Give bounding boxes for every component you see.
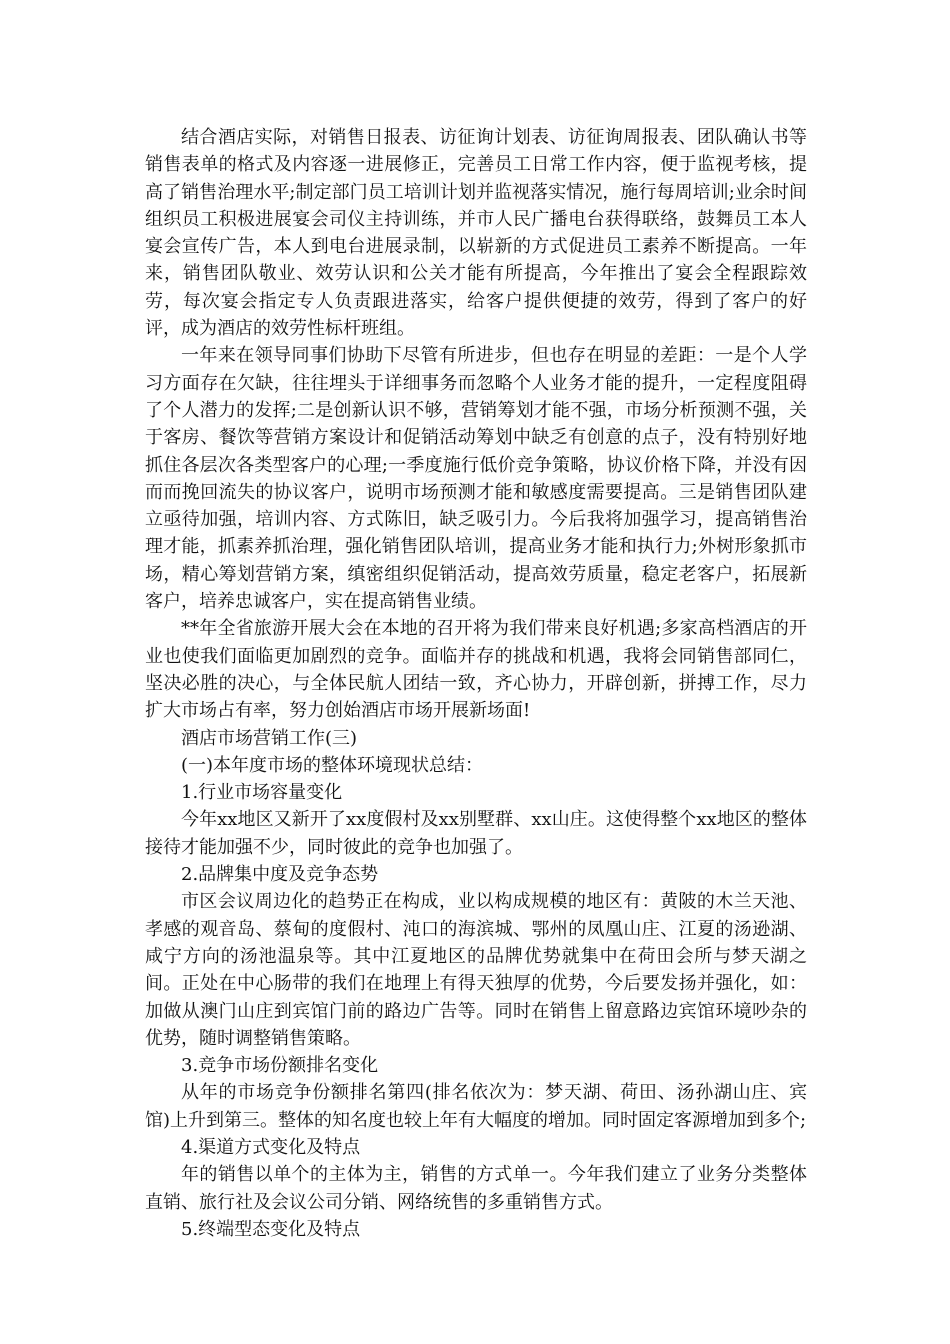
paragraph-market-capacity: 今年xx地区又新开了xx度假村及xx别墅群、xx山庄。这使得整个xx地区的整体接待才能加强不少，同时彼此的竞争也加强了。	[145, 809, 807, 858]
paragraph-market-share: 从年的市场竞争份额排名第四(排名依次为：梦天湖、荷田、汤孙湖山庄、宾馆)上升到第三。整体的知名度也较上年有大幅度的增加。同时固定客源增加到多个;	[145, 1082, 807, 1131]
item-heading-5: 5.终端型态变化及特点	[181, 1218, 361, 1240]
item-heading-3: 3.竞争市场份额排名变化	[181, 1055, 379, 1077]
paragraph-outlook: **年全省旅游开展大会在本地的召开将为我们带来良好机遇;多家高档酒店的开业也使我们面临更加剧烈的竞争。面临并存的挑战和机遇，我将会同销售部同仁，坚决必胜的决心，与全体民航人团结一致，齐心协力，开辟创新，拼搏工作，尽力扩大市场占有率，努力创始酒店市场开展新场面!	[145, 618, 807, 722]
item-heading-4: 4.渠道方式变化及特点	[181, 1136, 361, 1158]
paragraph-brand-competition: 市区会议周边化的趋势正在构成，业以构成规模的地区有：黄陂的木兰天池、孝感的观音岛、蔡甸的度假村、沌口的海滨城、鄂州的凤凰山庄、江夏的汤逊湖、咸宁方向的汤池温泉等。其中江夏地区的品牌优势就集中在荷田会所与梦天湖之间。正处在中心肠带的我们在地理上有得天独厚的优势，今后要发扬并强化，如：加做从澳门山庄到宾馆门前的路边广告等。同时在销售上留意路边宾馆环境吵杂的优势，随时调整销售策略。	[145, 891, 807, 1049]
paragraph-channels: 年的销售以单个的主体为主，销售的方式单一。今年我们建立了业务分类整体直销、旅行社及会议公司分销、网络统售的多重销售方式。	[145, 1164, 807, 1213]
section-title: 酒店市场营销工作(三)	[181, 727, 358, 749]
paragraph-shortcomings: 一年来在领导同事们协助下尽管有所进步，但也存在明显的差距：一是个人学习方面存在欠缺，往往埋头于详细事务而忽略个人业务才能的提升，一定程度阻碍了个人潜力的发挥;二是创新认识不够，营销筹划才能不强，市场分析预测不强，关于客房、餐饮等营销方案设计和促销活动筹划中缺乏有创意的点子，没有特别好地抓住各层次各类型客户的心理;一季度施行低价竞争策略，协议价格下降，并没有因而而挽回流失的协议客户，说明市场预测才能和敏感度需要提高。三是销售团队建立亟待加强，培训内容、方式陈旧，缺乏吸引力。今后我将加强学习，提高销售治理才能，抓素养抓治理，强化销售团队培训，提高业务才能和执行力;外树形象抓市场，精心筹划营销方案，缜密组织促销活动，提高效劳质量，稳定老客户，拓展新客户，培养忠诚客户，实在提高销售业绩。	[145, 345, 807, 613]
paragraph-sales-forms: 结合酒店实际，对销售日报表、访征询计划表、访征询周报表、团队确认书等销售表单的格式及内容逐一进展修正，完善员工日常工作内容，便于监视考核，提高了销售治理水平;制定部门员工培训计划并监视落实情况，施行每周培训;业余时间组织员工积极进展宴会司仪主持训练，并市人民广播电台获得联络，鼓舞员工本人宴会宣传广告，本人到电台进展录制，以崭新的方式促进员工素养不断提高。一年来，销售团队敬业、效劳认识和公关才能有所提高，今年推出了宴会全程跟踪效劳，每次宴会指定专人负责跟进落实，给客户提供便捷的效劳，得到了客户的好评，成为酒店的效劳性标杆班组。	[145, 127, 807, 340]
subsection-title: (一)本年度市场的整体环境现状总结：	[181, 754, 484, 776]
item-heading-1: 1.行业市场容量变化	[181, 782, 343, 804]
item-heading-2: 2.品牌集中度及竞争态势	[181, 864, 379, 886]
document-body	[145, 124, 807, 1243]
